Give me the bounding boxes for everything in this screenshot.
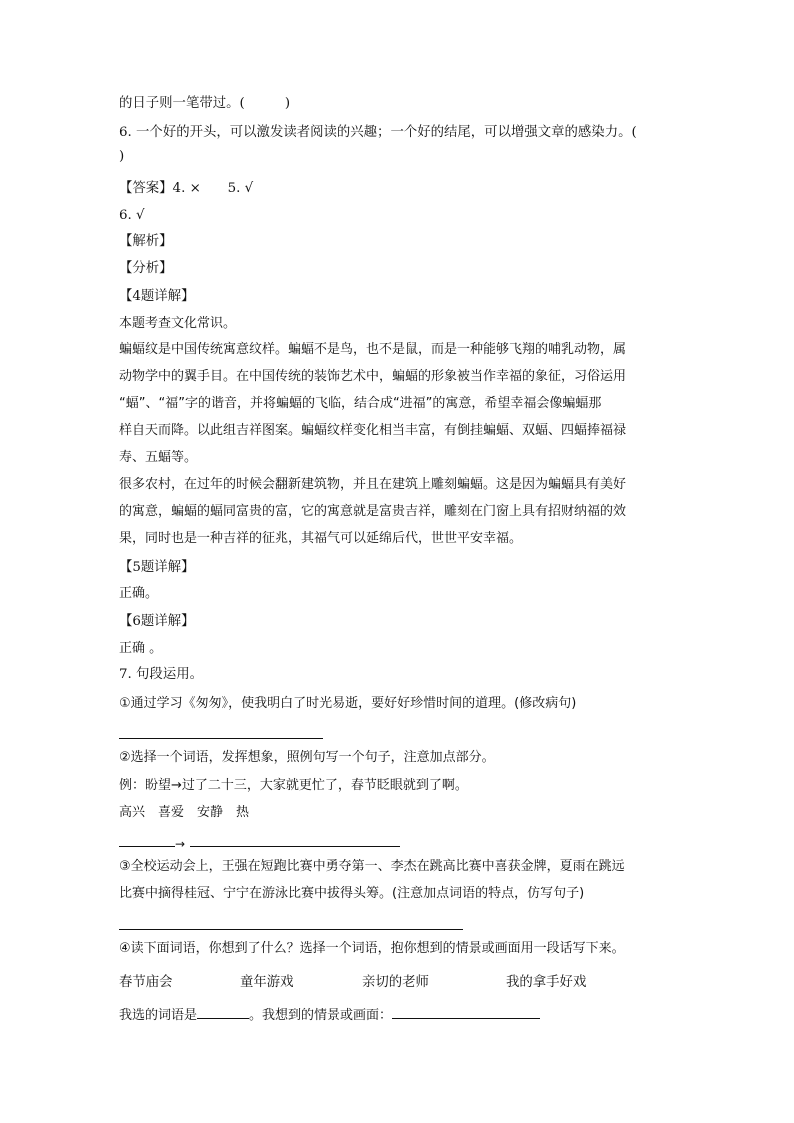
text-line: 正确 。	[119, 641, 163, 656]
text-line: ②选择一个词语，发挥想象，照例句写一个句子，注意加点部分。	[119, 750, 495, 765]
text-line: 比赛中摘得桂冠、宁宁在游泳比赛中拔得头筹。(注意加点词语的特点，仿写句子)	[119, 886, 585, 901]
text-line: 蝙蝠纹是中国传统寓意纹样。蝙蝠不是鸟，也不是鼠，而是一种能够飞翔的哺乳动物，属	[119, 342, 627, 357]
answer-blank	[119, 738, 323, 739]
section-heading: 【4题详解】	[119, 289, 195, 304]
text-line: 的寓意，蝙蝠的蝠同富贵的富，它的寓意就是富贵吉祥，雕刻在门窗上具有招财纳福的效	[119, 504, 627, 519]
text-line: 本题考查文化常识。	[119, 316, 237, 331]
text-line: “蝠”、“福”字的谐音，并将蝙蝠的飞临，结合成“进福”的寓意，希望幸福会像蝙蝠那	[119, 396, 602, 411]
text-line: ④读下面词语，你想到了什么？选择一个词语，抱你想到的情景或画面用一段话写下来。	[119, 941, 625, 956]
text-line: )	[119, 149, 125, 164]
answer-line: 6. √	[119, 208, 145, 223]
answer-blank	[197, 1006, 249, 1019]
answer-blank	[119, 846, 175, 847]
text-line: 果，同时也是一种吉祥的征兆，其福气可以延绵后代，世世平安幸福。	[119, 531, 523, 546]
analysis-heading: 【分析】	[119, 261, 173, 276]
text-line: ①通过学习《匆匆》，使我明白了时光易逝，要好好珍惜时间的道理。(修改病句)	[119, 696, 577, 711]
text-line: 例：盼望→过了二十三，大家就更忙了，春节眨眼就到了啊。	[119, 778, 468, 793]
option-word: 童年游戏	[240, 975, 294, 990]
text-line: 寿、五蝠等。	[119, 450, 198, 465]
analysis-heading: 【解析】	[119, 234, 173, 249]
question-6: 6. 一个好的开头，可以激发读者阅读的兴趣；一个好的结尾，可以增强文章的感染力。(	[119, 125, 637, 140]
answer-blank	[119, 929, 463, 930]
text-line: 的日子则一笔带过。( )	[119, 96, 291, 111]
section-heading: 【5题详解】	[119, 560, 195, 575]
option-word: 我的拿手好戏	[506, 975, 587, 990]
word-options: 高兴 喜爱 安静 热	[119, 805, 250, 820]
fill-label: 。我想到的情景或画面：	[249, 1008, 393, 1023]
answer-line: 【答案】4. × 5. √	[119, 181, 254, 196]
text-line: 样自天而降。以此组吉祥图案。蝙蝠纹样变化相当丰富，有倒挂蝙蝠、双蝠、四蝠捧福禄	[119, 423, 627, 438]
section-heading: 【6题详解】	[119, 614, 195, 629]
fill-line	[119, 1006, 540, 1026]
option-word: 亲切的老师	[362, 975, 429, 990]
text-line: ③全校运动会上，王强在短跑比赛中勇夺第一、李杰在跳高比赛中喜获金牌，夏雨在跳远	[119, 859, 625, 874]
answer-blank	[190, 846, 400, 847]
text-line: 很多农村，在过年的时候会翻新建筑物，并且在建筑上雕刻蝙蝠。这是因为蝙蝠具有美好	[119, 477, 627, 492]
fill-label: 我选的词语是	[119, 1008, 198, 1023]
answer-blank	[392, 1006, 540, 1019]
text-line: 动物学中的翼手目。在中国传统的装饰艺术中，蝙蝠的形象被当作幸福的象征，习俗运用	[119, 369, 627, 384]
text-line: 正确。	[119, 586, 159, 601]
option-word: 春节庙会	[119, 975, 173, 990]
question-7: 7. 句段运用。	[119, 667, 203, 682]
arrow-icon: →	[175, 837, 186, 851]
